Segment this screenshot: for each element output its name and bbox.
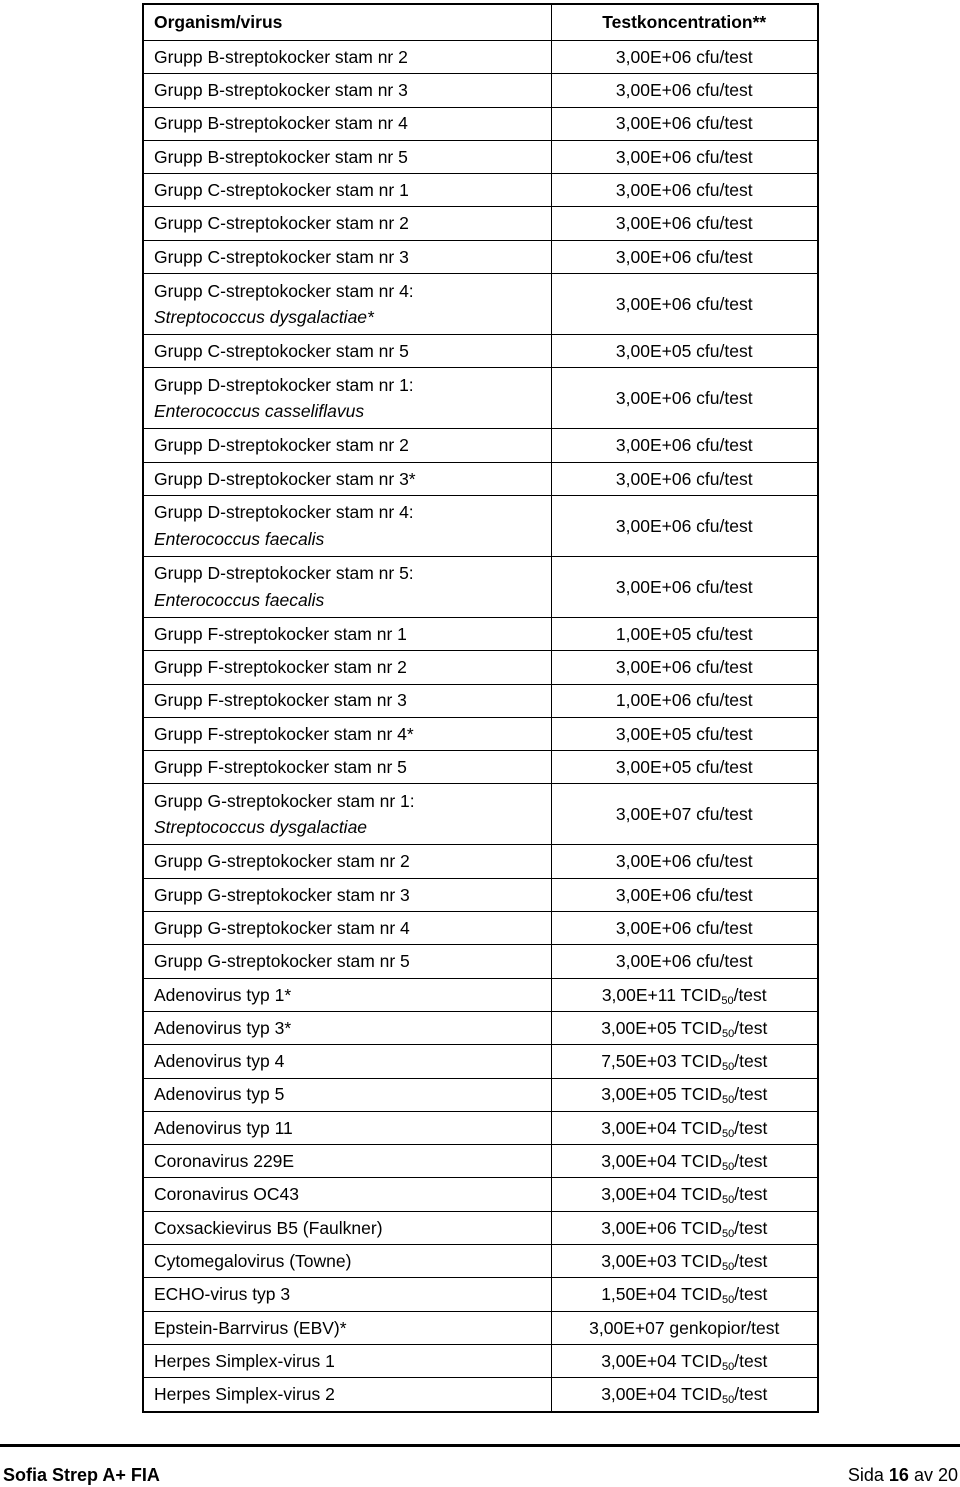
concentration-cell — [551, 335, 818, 368]
concentration-value: 3,00E+06 cfu/test — [615, 657, 753, 678]
organism-name: Coronavirus 229E — [154, 1151, 295, 1172]
table-row — [143, 978, 818, 1011]
concentration-cell — [551, 751, 818, 784]
tcid-subscript: 50 — [721, 1194, 735, 1207]
unit-suffix: /test — [734, 1184, 768, 1205]
table-body — [143, 41, 818, 1412]
concentration-value: 7,50E+03 TCID — [601, 1051, 722, 1072]
table-row — [143, 684, 818, 717]
concentration-cell — [551, 1011, 818, 1044]
organism-name: Grupp B-streptokocker stam nr 3 — [154, 80, 408, 101]
concentration-cell — [551, 978, 818, 1011]
concentration-value: 3,00E+11 TCID — [601, 984, 722, 1005]
unit-suffix: /test — [734, 1117, 768, 1138]
organism-name: Grupp C-streptokocker stam nr 2 — [154, 213, 409, 234]
concentration-value: 1,00E+05 cfu/test — [615, 623, 753, 644]
unit-suffix: /test — [734, 1250, 768, 1271]
concentration-value: 3,00E+06 cfu/test — [615, 388, 753, 409]
organism-name: Epstein-Barrvirus (EBV)* — [154, 1317, 347, 1338]
table-row — [143, 274, 818, 335]
tcid-subscript: 50 — [721, 1260, 735, 1273]
organism-name: Grupp F-streptokocker stam nr 5 — [154, 757, 407, 778]
organism-name: ECHO-virus typ 3 — [154, 1284, 291, 1305]
table-row — [143, 1178, 818, 1211]
tcid-subscript: 50 — [721, 1360, 735, 1373]
organism-name: Adenovirus typ 4 — [154, 1051, 285, 1072]
concentration-value: 3,00E+06 cfu/test — [615, 576, 753, 597]
organism-cell — [143, 717, 551, 750]
concentration-value: 3,00E+04 TCID — [601, 1184, 722, 1205]
table-row — [143, 1078, 818, 1111]
organism-cell — [143, 912, 551, 945]
concentration-value: 1,00E+06 cfu/test — [615, 690, 753, 711]
concentration-value: 3,00E+06 cfu/test — [615, 213, 753, 234]
organism-cell — [143, 41, 551, 74]
footer-divider — [0, 1444, 960, 1447]
organism-name: Grupp F-streptokocker stam nr 2 — [154, 657, 407, 678]
table-row — [143, 368, 818, 429]
organism-name: Grupp D-streptokocker stam nr 1: — [154, 374, 414, 395]
concentration-cell — [551, 651, 818, 684]
tcid-subscript: 50 — [721, 1394, 735, 1407]
organism-name: Herpes Simplex-virus 1 — [154, 1350, 335, 1371]
concentration-cell — [551, 617, 818, 650]
concentration-cell — [551, 684, 818, 717]
table-row — [143, 429, 818, 462]
table-row — [143, 335, 818, 368]
page-total: 20 — [937, 1465, 958, 1485]
concentration-value: 3,00E+06 cfu/test — [615, 468, 753, 489]
organism-cell — [143, 1045, 551, 1078]
concentration-cell — [551, 41, 818, 74]
concentration-cell — [551, 174, 818, 207]
table-row — [143, 74, 818, 107]
concentration-value: 3,00E+04 TCID — [601, 1384, 722, 1405]
table-row — [143, 878, 818, 911]
organism-name: Grupp B-streptokocker stam nr 4 — [154, 113, 408, 134]
unit-suffix: /test — [734, 1384, 768, 1405]
organism-name: Grupp C-streptokocker stam nr 3 — [154, 246, 409, 267]
concentration-cell — [551, 945, 818, 978]
organism-name: Herpes Simplex-virus 2 — [154, 1384, 335, 1405]
concentration-value: 3,00E+06 cfu/test — [615, 80, 753, 101]
unit-suffix: /test — [734, 1350, 768, 1371]
concentration-cell — [551, 1178, 818, 1211]
concentration-value: 3,00E+03 TCID — [601, 1250, 722, 1271]
concentration-cell — [551, 878, 818, 911]
organism-cell — [143, 617, 551, 650]
organism-cell — [143, 945, 551, 978]
footer-product-name: Sofia Strep A+ FIA — [3, 1465, 160, 1485]
table-row — [143, 784, 818, 845]
organism-cell — [143, 1278, 551, 1311]
unit-suffix: /test — [733, 984, 767, 1005]
concentration-cell — [551, 1344, 818, 1377]
concentration-cell — [551, 845, 818, 878]
organism-name: Adenovirus typ 5 — [154, 1084, 285, 1105]
concentration-value: 3,00E+06 TCID — [601, 1217, 722, 1238]
organism-name: Grupp G-streptokocker stam nr 4 — [154, 917, 410, 938]
organism-name: Grupp F-streptokocker stam nr 3 — [154, 690, 407, 711]
species-name: Enterococcus faecalis — [154, 528, 325, 549]
concentration-cell — [551, 274, 818, 335]
page-separator: av — [913, 1465, 933, 1485]
concentration-value: 3,00E+06 cfu/test — [615, 146, 753, 167]
concentration-cell — [551, 1245, 818, 1278]
organism-name: Adenovirus typ 3* — [154, 1017, 292, 1038]
organism-name: Grupp F-streptokocker stam nr 4* — [154, 723, 414, 744]
tcid-subscript: 50 — [721, 1161, 735, 1174]
organism-cell — [143, 684, 551, 717]
organism-cell — [143, 1111, 551, 1144]
concentration-cell — [551, 207, 818, 240]
organism-cell — [143, 751, 551, 784]
table-row — [143, 462, 818, 495]
concentration-value: 3,00E+06 cfu/test — [615, 46, 753, 67]
table-row — [143, 140, 818, 173]
concentration-value: 3,00E+06 cfu/test — [615, 884, 753, 905]
concentration-cell — [551, 1145, 818, 1178]
concentration-value: 1,50E+04 TCID — [601, 1284, 722, 1305]
concentration-value: 3,00E+06 cfu/test — [615, 851, 753, 872]
organism-name: Grupp D-streptokocker stam nr 4: — [154, 502, 414, 523]
concentration-cell — [551, 368, 818, 429]
concentration-cell — [551, 784, 818, 845]
organism-name: Grupp B-streptokocker stam nr 5 — [154, 146, 408, 167]
organism-cell — [143, 1211, 551, 1244]
concentration-cell — [551, 1311, 818, 1344]
concentration-cell — [551, 912, 818, 945]
organism-name: Grupp F-streptokocker stam nr 1 — [154, 623, 407, 644]
footer-page-number — [848, 1464, 958, 1486]
organism-name: Grupp D-streptokocker stam nr 5: — [154, 563, 414, 584]
table-row — [143, 1145, 818, 1178]
concentration-value: 3,00E+06 cfu/test — [615, 246, 753, 267]
table-row — [143, 651, 818, 684]
organism-name: Grupp C-streptokocker stam nr 5 — [154, 340, 409, 361]
concentration-cell — [551, 717, 818, 750]
table-row — [143, 1278, 818, 1311]
concentration-cell — [551, 1045, 818, 1078]
table-row — [143, 617, 818, 650]
table-row — [143, 1245, 818, 1278]
table-row — [143, 751, 818, 784]
table-row — [143, 495, 818, 556]
organism-name: Grupp B-streptokocker stam nr 2 — [154, 46, 408, 67]
concentration-cell — [551, 74, 818, 107]
table-row — [143, 174, 818, 207]
organism-name: Grupp C-streptokocker stam nr 1 — [154, 180, 409, 201]
organism-cell — [143, 174, 551, 207]
organism-cell — [143, 878, 551, 911]
organism-cell — [143, 140, 551, 173]
concentration-cell — [551, 1111, 818, 1144]
organism-cell — [143, 784, 551, 845]
organism-cell — [143, 1178, 551, 1211]
organism-name: Grupp G-streptokocker stam nr 5 — [154, 951, 410, 972]
organism-cell — [143, 429, 551, 462]
unit-suffix: /test — [734, 1051, 768, 1072]
unit-suffix: /test — [734, 1084, 768, 1105]
organism-column-header: Organism/virus — [143, 4, 551, 41]
organism-cell — [143, 978, 551, 1011]
organism-cell — [143, 335, 551, 368]
tcid-subscript: 50 — [721, 1294, 735, 1307]
table-row — [143, 845, 818, 878]
species-name: Enterococcus casseliflavus — [154, 401, 365, 422]
table-row — [143, 1344, 818, 1377]
table-row — [143, 1111, 818, 1144]
concentration-value: 3,00E+04 TCID — [601, 1350, 722, 1371]
concentration-cell — [551, 1278, 818, 1311]
unit-suffix: /test — [734, 1151, 768, 1172]
table-row — [143, 945, 818, 978]
table-row — [143, 1378, 818, 1412]
table-row — [143, 1011, 818, 1044]
concentration-value: 3,00E+05 TCID — [601, 1017, 722, 1038]
concentration-value: 3,00E+07 genkopior/test — [589, 1317, 780, 1338]
organism-name: Grupp G-streptokocker stam nr 3 — [154, 884, 410, 905]
organism-cell — [143, 207, 551, 240]
unit-suffix: /test — [734, 1284, 768, 1305]
organism-name: Grupp G-streptokocker stam nr 1: — [154, 790, 415, 811]
organism-name: Adenovirus typ 1* — [154, 984, 292, 1005]
table-row — [143, 1211, 818, 1244]
organism-name: Coronavirus OC43 — [154, 1184, 299, 1205]
concentration-cell — [551, 140, 818, 173]
page-current: 16 — [888, 1465, 909, 1485]
concentration-cell — [551, 556, 818, 617]
organism-cell — [143, 1344, 551, 1377]
concentration-value: 3,00E+04 TCID — [601, 1117, 722, 1138]
table-row — [143, 107, 818, 140]
organism-cell — [143, 462, 551, 495]
organism-cell — [143, 1378, 551, 1412]
unit-suffix: /test — [734, 1217, 768, 1238]
organism-cell — [143, 845, 551, 878]
concentration-value: 3,00E+05 cfu/test — [615, 340, 753, 361]
organism-cell — [143, 651, 551, 684]
organism-name: Cytomegalovirus (Towne) — [154, 1250, 352, 1271]
tcid-subscript: 50 — [721, 1094, 735, 1107]
concentration-value: 3,00E+06 cfu/test — [615, 435, 753, 456]
organism-cell — [143, 1311, 551, 1344]
concentration-value: 3,00E+06 cfu/test — [615, 917, 753, 938]
tcid-subscript: 50 — [721, 1027, 735, 1040]
concentration-cell — [551, 495, 818, 556]
concentration-cell — [551, 107, 818, 140]
table-row — [143, 1045, 818, 1078]
organism-concentration-table — [142, 3, 819, 1413]
organism-cell — [143, 107, 551, 140]
organism-cell — [143, 368, 551, 429]
organism-name: Grupp D-streptokocker stam nr 2 — [154, 435, 409, 456]
unit-suffix: /test — [734, 1017, 768, 1038]
organism-name: Grupp D-streptokocker stam nr 3* — [154, 468, 416, 489]
concentration-value: 3,00E+05 TCID — [601, 1084, 722, 1105]
organism-cell — [143, 1011, 551, 1044]
species-name: Streptococcus dysgalactiae* — [154, 307, 374, 328]
concentration-cell — [551, 1078, 818, 1111]
table-row — [143, 1311, 818, 1344]
organism-cell — [143, 495, 551, 556]
concentration-value: 3,00E+06 cfu/test — [615, 951, 753, 972]
organism-cell — [143, 274, 551, 335]
table-row — [143, 556, 818, 617]
organism-cell — [143, 74, 551, 107]
concentration-value: 3,00E+04 TCID — [601, 1151, 722, 1172]
tcid-subscript: 50 — [721, 1127, 735, 1140]
species-name: Enterococcus faecalis — [154, 589, 325, 610]
concentration-value: 3,00E+05 cfu/test — [615, 757, 753, 778]
table-header-row — [143, 4, 818, 41]
concentration-value: 3,00E+06 cfu/test — [615, 113, 753, 134]
organism-cell — [143, 1145, 551, 1178]
organism-name: Coxsackievirus B5 (Faulkner) — [154, 1217, 383, 1238]
organism-name: Grupp G-streptokocker stam nr 2 — [154, 851, 410, 872]
concentration-value: 3,00E+06 cfu/test — [615, 180, 753, 201]
concentration-cell — [551, 1211, 818, 1244]
concentration-cell — [551, 240, 818, 273]
table-row — [143, 912, 818, 945]
concentration-cell — [551, 1378, 818, 1412]
tcid-subscript: 50 — [721, 1227, 735, 1240]
organism-cell — [143, 240, 551, 273]
species-name: Streptococcus dysgalactiae — [154, 817, 368, 838]
tcid-subscript: 50 — [721, 994, 734, 1007]
organism-cell — [143, 1245, 551, 1278]
page-prefix: Sida — [847, 1465, 884, 1485]
concentration-value: 3,00E+06 cfu/test — [615, 293, 753, 314]
concentration-column-header: Testkoncentration** — [551, 4, 818, 41]
organism-name: Adenovirus typ 11 — [154, 1117, 293, 1138]
concentration-cell — [551, 429, 818, 462]
organism-name: Grupp C-streptokocker stam nr 4: — [154, 280, 414, 301]
concentration-value: 3,00E+06 cfu/test — [615, 515, 753, 536]
table-row — [143, 240, 818, 273]
table-row — [143, 41, 818, 74]
organism-cell — [143, 1078, 551, 1111]
tcid-subscript: 50 — [721, 1061, 735, 1074]
table-row — [143, 207, 818, 240]
concentration-value: 3,00E+07 cfu/test — [615, 804, 753, 825]
concentration-cell — [551, 462, 818, 495]
organism-cell — [143, 556, 551, 617]
table-row — [143, 717, 818, 750]
concentration-value: 3,00E+05 cfu/test — [615, 723, 753, 744]
